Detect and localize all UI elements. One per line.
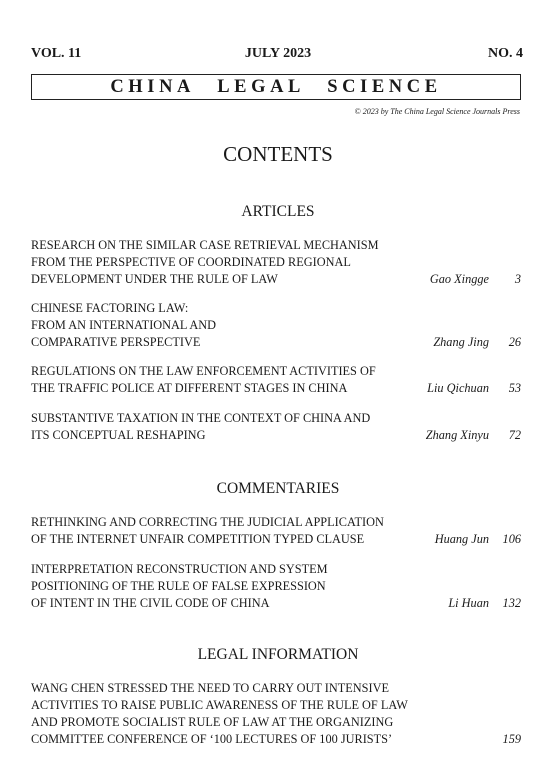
toc-entry[interactable]	[31, 300, 521, 351]
entry-title-line: RETHINKING AND CORRECTING THE JUDICIAL APPLICATION	[31, 515, 384, 529]
entry-title-line: CHINESE FACTORING LAW:	[31, 301, 189, 315]
entry-page-number: 26	[508, 335, 521, 349]
entry-title-line: FROM AN INTERNATIONAL AND	[31, 318, 217, 332]
contents-heading: CONTENTS	[223, 142, 333, 166]
entry-title-line: THE TRAFFIC POLICE AT DIFFERENT STAGES IN CHINA	[31, 381, 348, 395]
entry-title-line: ACTIVITIES TO RAISE PUBLIC AWARENESS OF THE RULE OF LAW	[31, 698, 408, 712]
issue-date: JULY 2023	[244, 46, 312, 61]
entry-title-line: OF THE INTERNET UNFAIR COMPETITION TYPED CLAUSE	[31, 532, 365, 546]
entry-title-line: WANG CHEN STRESSED THE NEED TO CARRY OUT INTENSIVE	[31, 681, 389, 695]
toc-entry[interactable]	[31, 514, 521, 548]
section-heading-commentaries: COMMENTARIES	[216, 480, 340, 497]
copyright-notice: © 2023 by The China Legal Science Journals Press	[354, 107, 520, 116]
toc-entry[interactable]	[31, 410, 521, 444]
entry-author: Huang Jun	[434, 532, 489, 546]
toc-entry[interactable]	[31, 237, 521, 288]
section-heading-articles: ARTICLES	[241, 203, 315, 220]
entry-author: Liu Qichuan	[427, 381, 489, 395]
entry-title-line: COMMITTEE CONFERENCE OF ‘100 LECTURES OF 100 JURISTS’	[31, 732, 393, 746]
entry-title-line: INTERPRETATION RECONSTRUCTION AND SYSTEM	[31, 562, 328, 576]
entry-page-number: 132	[502, 596, 521, 610]
entry-page-number: 3	[514, 272, 521, 286]
entry-title-line: DEVELOPMENT UNDER THE RULE OF LAW	[31, 272, 278, 286]
entry-author: Zhang Xinyu	[425, 428, 489, 442]
entry-title-line: RESEARCH ON THE SIMILAR CASE RETRIEVAL MECHANISM	[31, 238, 379, 252]
entry-title-line: FROM THE PERSPECTIVE OF COORDINATED REGIONAL	[31, 255, 351, 269]
toc-entry[interactable]	[31, 680, 521, 748]
entry-page-number: 72	[508, 428, 521, 442]
entry-title-line: OF INTENT IN THE CIVIL CODE OF CHINA	[31, 596, 270, 610]
journal-title: CHINA LEGAL SCIENCE	[110, 77, 442, 97]
entry-title-line: SUBSTANTIVE TAXATION IN THE CONTEXT OF CHINA AND	[31, 411, 371, 425]
toc-entry[interactable]	[31, 561, 521, 612]
entry-author: Li Huan	[448, 596, 489, 610]
journal-title-box	[31, 74, 521, 100]
entry-title-line: REGULATIONS ON THE LAW ENFORCEMENT ACTIVITIES OF	[31, 364, 376, 378]
entry-title-line: COMPARATIVE PERSPECTIVE	[31, 335, 201, 349]
entry-author: Gao Xingge	[429, 272, 489, 286]
entry-title-line: ITS CONCEPTUAL RESHAPING	[31, 428, 206, 442]
volume-number: VOL. 11	[31, 46, 82, 61]
entry-author: Zhang Jing	[433, 335, 489, 349]
toc-entry[interactable]	[31, 363, 521, 397]
issue-number: NO. 4	[488, 46, 523, 61]
entry-page-number: 53	[508, 381, 521, 395]
entry-page-number: 106	[502, 532, 521, 546]
entry-title-line: POSITIONING OF THE RULE OF FALSE EXPRESSION	[31, 579, 326, 593]
entry-title-line: AND PROMOTE SOCIALIST RULE OF LAW AT THE ORGANIZING	[31, 715, 394, 729]
entry-page-number: 159	[502, 732, 521, 746]
section-heading-legal-information: LEGAL INFORMATION	[197, 646, 359, 663]
